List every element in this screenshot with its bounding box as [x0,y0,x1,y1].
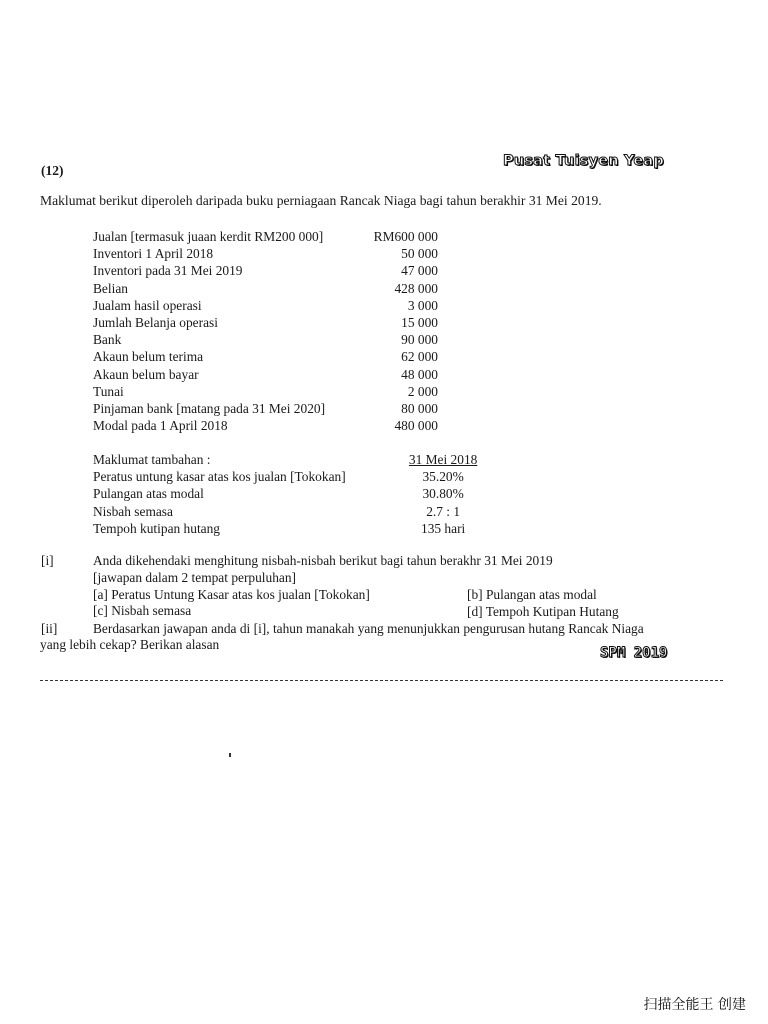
row-label: Pinjaman bank [matang pada 31 Mei 2020] [93,400,326,416]
row-value: 48 000 [401,366,438,382]
row-label: Jumlah Belanja operasi [93,314,218,330]
table-row [93,400,438,417]
table-row [93,520,498,537]
row-label: Akaun belum terima [93,349,204,365]
intro-text: Maklumat berikut diperoleh daripada buku perniagaan Rancak Niaga bagi tahun berakhir 31 Mei 2019. [40,193,602,208]
table-row [93,228,438,245]
table-row [93,485,498,502]
row-value: 30.80% [422,486,464,502]
table-row [93,366,438,383]
brand-stamp: Pusat Tuisyen Yeap [503,153,664,169]
row-value: 90 000 [401,332,438,348]
row-value: 35.20% [422,469,464,485]
row-value: 62 000 [401,349,438,365]
additional-info-table [93,451,498,537]
row-label: Peratus untung kasar atas kos jualan [Tokokan] [93,469,346,485]
additional-header-row [93,451,498,468]
table-row [93,348,438,365]
table-row [93,262,438,279]
table-row [93,331,438,348]
dashed-divider [40,680,723,681]
row-value: 3 000 [407,297,438,313]
table-row [93,468,498,485]
exam-tag-stamp: SPM 2019 [600,645,668,661]
row-label: Tempoh kutipan hutang [93,520,220,536]
row-value: RM600 000 [373,229,438,244]
row-label: Inventori 1 April 2018 [93,246,214,262]
subquestion-a: [a] Peratus Untung Kasar atas kos jualan [Tokokan] [93,587,370,602]
question-ii-marker: [ii] [41,621,58,636]
table-row [93,383,438,400]
scanner-watermark: 扫描全能王 创建 [643,997,746,1013]
row-value: 2 000 [407,383,438,399]
question-i-note: [jawapan dalam 2 tempat perpuluhan] [93,570,297,585]
row-label: Belian [93,280,128,296]
row-label: Tunai [93,383,124,399]
row-value: 50 000 [401,246,438,262]
row-value: 480 000 [394,418,438,434]
row-label: Pulangan atas modal [93,486,204,502]
row-value: 80 000 [401,400,438,416]
subquestion-b: [b] Pulangan atas modal [467,587,597,602]
row-label: Inventori pada 31 Mei 2019 [93,263,243,279]
row-value: 428 000 [394,280,438,296]
table-row [93,280,438,297]
table-row [93,245,438,262]
financial-table [93,228,438,434]
additional-column-header: 31 Mei 2018 [408,452,478,467]
subquestion-d: [d] Tempoh Kutipan Hutang [467,604,619,619]
scan-speck [229,753,231,757]
row-label: Jualam hasil operasi [93,297,202,313]
row-label: Modal pada 1 April 2018 [93,418,228,434]
row-label: Bank [93,332,122,348]
question-number: (12) [41,163,64,178]
subquestion-c: [c] Nisbah semasa [93,603,192,618]
row-value: 135 hari [421,520,466,536]
table-row [93,503,498,520]
question-i-marker: [i] [41,553,54,568]
row-label: Jualan [termasuk juaan kerdit RM200 000] [93,229,324,244]
question-i-text: Anda dikehendaki menghitung nisbah-nisbah berikut bagi tahun berakhr 31 Mei 2019 [93,553,553,568]
question-ii-text: Berdasarkan jawapan anda di [i], tahun manakah yang menunjukkan pengurusan hutang Rancak Niaga [93,621,644,636]
row-label: Nisbah semasa [93,503,173,519]
row-label: Akaun belum bayar [93,366,199,382]
additional-title: Maklumat tambahan : [93,452,211,467]
table-row [93,314,438,331]
table-row [93,297,438,314]
question-ii-continuation: yang lebih cekap? Berikan alasan [40,637,220,652]
row-value: 47 000 [401,263,438,279]
table-row [93,417,438,434]
row-value: 2.7 : 1 [426,503,461,519]
row-value: 15 000 [401,314,438,330]
